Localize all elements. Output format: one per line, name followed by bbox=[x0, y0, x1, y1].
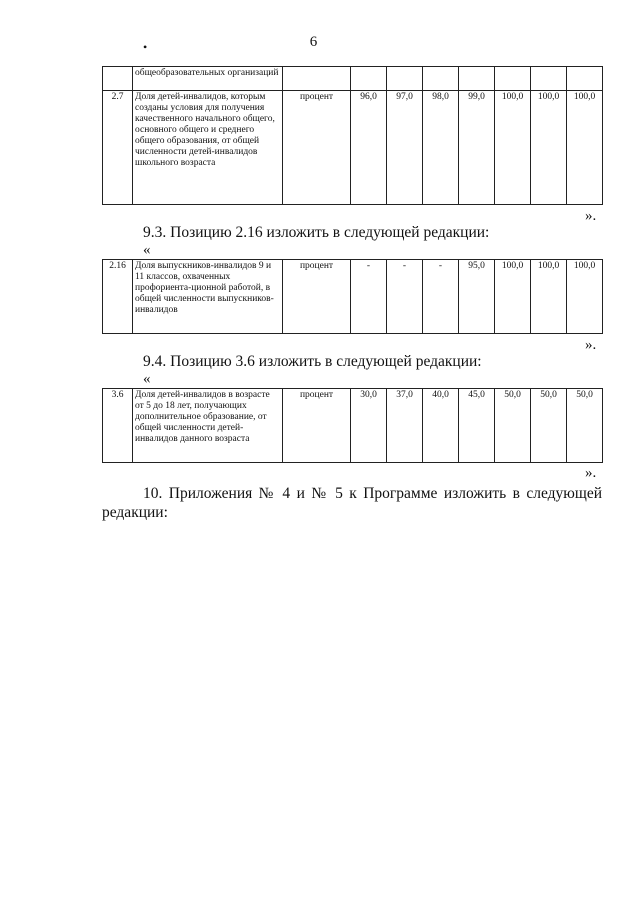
value-cell: 100,0 bbox=[567, 260, 603, 334]
value-cell: 100,0 bbox=[531, 260, 567, 334]
indicator-name: Доля детей-инвалидов в возрасте от 5 до 18 лет, получающих дополнительное образование, от общей численности детей-инвалидов данного возраста bbox=[133, 389, 283, 463]
table-row bbox=[103, 260, 603, 334]
indicator-name: Доля детей-инвалидов, которым созданы условия для получения качественного начального общего, основного общего и среднего общего образования, от общей численности детей-инвалидов школьного возраста bbox=[133, 91, 283, 205]
value-cell: 37,0 bbox=[387, 389, 423, 463]
value-cell: 95,0 bbox=[459, 260, 495, 334]
unit-cell: процент bbox=[283, 389, 351, 463]
indicator-table-3 bbox=[102, 388, 603, 463]
opening-quote: « bbox=[143, 371, 151, 387]
table-row bbox=[103, 67, 603, 91]
page-number: 6 bbox=[309, 34, 318, 50]
value-cell: 98,0 bbox=[423, 91, 459, 205]
value-cell: 100,0 bbox=[531, 91, 567, 205]
table-row bbox=[103, 389, 603, 463]
value-cell: 100,0 bbox=[495, 260, 531, 334]
indicator-table-1 bbox=[102, 66, 603, 205]
indicator-table-2 bbox=[102, 259, 603, 334]
value-cell: 50,0 bbox=[495, 389, 531, 463]
closing-quote: ». bbox=[585, 337, 597, 353]
bullet-mark: • bbox=[143, 40, 148, 54]
row-number: 3.6 bbox=[103, 389, 133, 463]
section-10-paragraph: 10. Приложения № 4 и № 5 к Программе изложить в следующей редакции: bbox=[102, 485, 602, 521]
unit-cell: процент bbox=[283, 260, 351, 334]
value-cell: 96,0 bbox=[351, 91, 387, 205]
indicator-name: Доля выпускников-инвалидов 9 и 11 классов, охваченных профориента-ционной работой, в общей численности выпускников-инвалидов bbox=[133, 260, 283, 334]
value-cell: 97,0 bbox=[387, 91, 423, 205]
opening-quote: « bbox=[143, 242, 151, 258]
value-cell: 50,0 bbox=[567, 389, 603, 463]
value-cell: 50,0 bbox=[531, 389, 567, 463]
section-heading-9-3: 9.3. Позицию 2.16 изложить в следующей редакции: bbox=[143, 224, 490, 241]
unit-cell: процент bbox=[283, 91, 351, 205]
row-number: 2.7 bbox=[103, 91, 133, 205]
value-cell: 30,0 bbox=[351, 389, 387, 463]
value-cell: 40,0 bbox=[423, 389, 459, 463]
value-cell: 100,0 bbox=[567, 91, 603, 205]
value-cell: 45,0 bbox=[459, 389, 495, 463]
value-cell: - bbox=[387, 260, 423, 334]
value-cell: - bbox=[351, 260, 387, 334]
closing-quote: ». bbox=[585, 208, 597, 224]
table-cell bbox=[103, 67, 133, 91]
table-row bbox=[103, 91, 603, 205]
section-heading-9-4: 9.4. Позицию 3.6 изложить в следующей редакции: bbox=[143, 353, 482, 370]
value-cell: - bbox=[423, 260, 459, 334]
value-cell: 100,0 bbox=[495, 91, 531, 205]
closing-quote: ». bbox=[585, 465, 597, 481]
row-number: 2.16 bbox=[103, 260, 133, 334]
indicator-name: общеобразовательных организаций bbox=[133, 67, 283, 91]
value-cell: 99,0 bbox=[459, 91, 495, 205]
